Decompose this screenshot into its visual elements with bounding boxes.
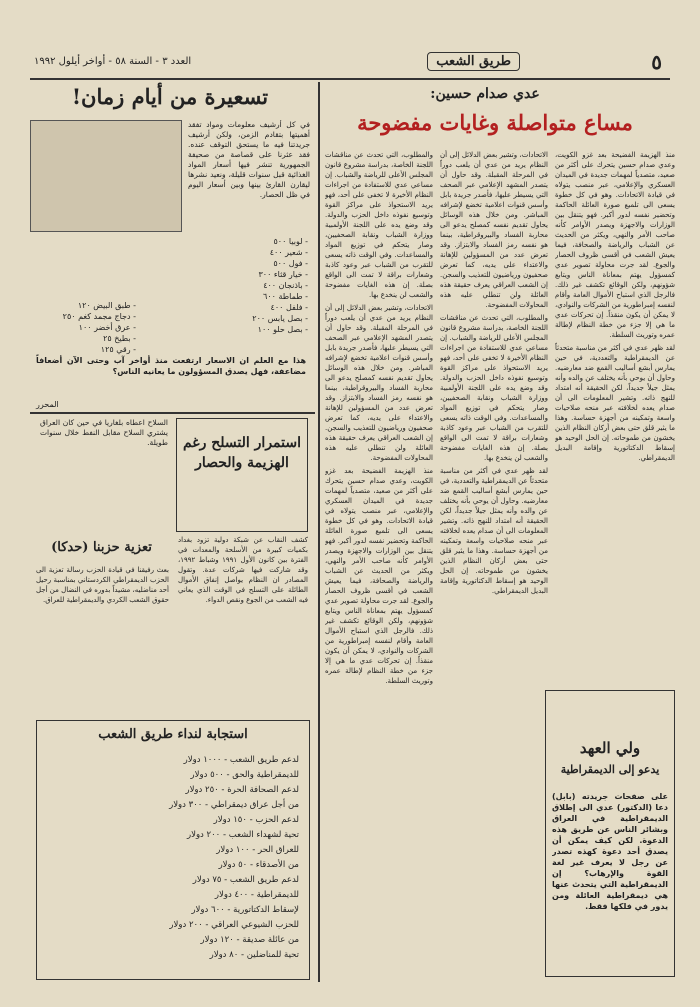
donation-item: للديمقراطية - ٤٠٠ دولار [214,890,299,900]
price-item: - خيار قثاء ٣٠٠ [258,270,308,279]
donation-item: للحزب الشيوعي العراقي - ٢٠٠ دولار [169,920,299,930]
price-item: - طبق البيض ١٢٠ [77,301,136,310]
armament-intro: السلاح اعطاه بلغاريا في حين كان العراق يشتري السلاح مقابل النفط خلال سنوات طويلة. [40,418,168,447]
price-item: - عرق أخضر ١٠٠ [78,323,136,332]
section-divider [30,412,315,414]
donation-item: للعراق الحر - ١٠٠ دولار [216,845,299,855]
price-item: - شعير ٤٠٠ [269,248,308,257]
prices-title: تسعيرة من أيام زمان! [71,84,269,109]
armament-body: كشف النقاب عن شبكة دولية تزود بغداد بكميات كبيرة من الأسلحة والمعدات في الفترة بين كانون الأول ١٩٩١ وشباط ١٩٩٢، وقد شاركت فيها شركات عدة. وتقول المصادر ان النظام يواصل إنفاق الأموال الطائلة على التسلح في الوقت الذي يعاني فيه الشعب من الجوع ونقص الدواء. [178,536,308,604]
donation-item: تحية للمناضلين - ٨٠ دولار [209,950,299,960]
masthead-logo: طريق الشعب [427,52,520,71]
sidebar-title: ولي العهد [579,739,641,757]
sidebar-body: على صفحات جريدته (بابل) دعا (الدكتور) عدي الى إطلاق الديمقراطية في العراق وبشائر الناس عن طريق هذه الدعوة. لكن كيف يمكن أن يصدق أحد دعوة كهذه تصدر عن رجل لا يعرف غير لغة القوة والإرهاب؟ إن الديمقراطية التي يتحدث عنها هي ديمقراطية العائلة ومن يدور في فلكها فقط. [552,792,668,911]
page-number: ٥ [651,50,662,74]
donation-item: لدعم طريق الشعب - ٧٥ دولار [192,875,299,885]
article-headline: مساع متواصلة وغايات مفضوحة [357,110,633,135]
prices-signature: المحرر [36,400,59,409]
article-column-1 [555,150,675,665]
price-item: - بصل يابس ٢٠٠ [252,314,308,323]
donations-title: استجابة لنداء طريق الشعب [98,727,248,742]
article-text: الاتحادات، وتشير بعض الدلائل إلى أن النظام يريد من عدي أن يلعب دوراً في المرحلة المقبلة. وقد حاول أن يتصدر المشهد الإعلامي عبر الصحف التي يسيطر عليها، فأصدر جريدة بابل وأسس قنوات اعلامية تخضع لإشرافه المباشر. ومن خلال هذه الوسائل يحاول تقديم نفسه كمصلح يدعو الى محاربة الفساد والبيروقراطية، بينما هو نفسه رمز الفساد والابتزاز. وقد تعرض عدد من المسؤولين للإهانة والاعتداء على يديه، كما تعرض صحفيون ورياضيون للتعذيب والسجن. إن الشعب العراقي يعرف حقيقة هذه العائلة ولن تنطلي عليه هذه المحاولات المفضوحة. [325,304,433,462]
donation-item: لدعم الحزب - ١٥٠ دولار [213,815,299,825]
article-text: منذ الهزيمة الفضيحة بعد غزو الكويت، وعدي صدام حسين يتحرك على أكثر من صعيد، متصدياً لمهمات جديدة في الميدان العسكري والإعلامي، عبر منصب يتولاه في قيادة الاتحادات. وهو في كل خطوة يسعى الى تلميع صورة العائلة الحاكمة وتحضير نفسه لدور أكبر. فهو يتنقل بين الوزارات والاجهزة ويصدر الأوامر كأنه صاحب الأمر والنهي، ويكثر من الحديث عن الشباب والرياضة والصحافة، فيما يعيش الشعب في أقسى ظروف الحصار والجوع. لقد جرت محاولة تصوير عدي كمسؤول يهتم بمعاناة الناس ويتابع شؤونهم، ولكن الوقائع تكشف غير ذلك. فالرجل الذي استباح الأموال العامة وأقام لنفسه إمبراطورية من الشركات والنوادي، لا يمكن أن يكون منقذاً. إن تحركات عدي ما هي إلا جزء من خطة النظام لإطالة عمره وتوريث السلطة. [555,151,675,339]
condolence-body: بعث رفيقنا في قيادة الحزب رسالة تعزية الى الحزب الديمقراطي الكردستاني بمناسبة رحيل أحد مناضليه، مشيداً بدوره في النضال من أجل حقوق الشعب الكردي والديمقراطية للعراق. [36,566,169,604]
donation-item: من أجل عراق ديمقراطي - ٣٠٠ دولار [169,800,299,810]
article-text: والمطلوب، التي تحدث عن مناقشات اللجنة الخاصة، بدراسة مشروع قانون المجلس الأعلى للرياضة والشباب. إن مساعي عدي للاستفادة من اجراءات النظام الأخيرة لا تخفى على أحد، فهو يريد الاستحواذ على مراكز القوة وتوسيع نفوذه داخل الحزب والدولة. وقد وضع يده على اللجنة الأولمبية ووزارة الشباب ونقابة الصحفيين، وصار يتحكم في توزيع المواد والمساعدات. وفي الوقت ذاته يسعى للتقرب من الشباب عبر وعود كاذبة وشعارات براقة لا تمت الى الواقع بصلة. إن هذه الغايات مفضوحة والشعب لن ينخدع بها. [325,151,433,299]
article-text: والمطلوب، التي تحدث عن مناقشات اللجنة الخاصة، بدراسة مشروع قانون المجلس الأعلى للرياضة والشباب. إن مساعي عدي للاستفادة من اجراءات النظام الأخيرة لا تخفى على أحد، فهو يريد الاستحواذ على مراكز القوة وتوسيع نفوذه داخل الحزب والدولة. وقد وضع يده على اللجنة الأولمبية ووزارة الشباب ونقابة الصحفيين، وصار يتحكم في توزيع المواد والمساعدات. وفي الوقت ذاته يسعى للتقرب من الشباب عبر وعود كاذبة وشعارات براقة لا تمت الى الواقع بصلة. إن هذه الغايات مفضوحة والشعب لن ينخدع بها. [440,314,548,462]
donation-item: من عائلة صديقة - ١٢٠ دولار [200,935,299,945]
article-text: لقد ظهر عدي في أكثر من مناسبة متحدثاً عن الديمقراطية والتعددية، في حين يمارس أبشع أساليب القمع ضد معارضيه. وحاول أن يوحي بأنه يختلف عن والده وأنه يمثل جيلاً جديداً، لكن الحقيقة أنه امتداد للنهج ذاته. وتشير المعلومات الى أن صدام يعده لخلافته عبر منحه صلاحيات واسعة وتمكينه من أجهزة حساسة. وهذا ما يثير قلق حتى بعض أركان النظام الذين يخشون من طموحاته. إن الحل الوحيد هو إسقاط الدكتاتورية وإقامة البديل الديمقراطي. [555,344,675,462]
donation-item: للديمقراطية والحق - ٥٠٠ دولار [190,770,299,780]
donations-list [47,753,299,963]
article-column-2 [440,150,548,970]
price-item: - فول ٥٠٠ [273,259,308,268]
donation-item: لدعم طريق الشعب - ١٠٠٠ دولار [183,755,299,765]
price-item: - طماطة ٦٠٠ [263,292,308,301]
prices-list-left [36,300,136,355]
prices-closing: هذا مع العلم ان الاسعار ارتفعت منذ أواخر آب وحتى الآن أضعافاً مضاعفة، فهل يصدق المسؤولون ما يعانيه الناس؟ [36,356,306,376]
donation-item: لإسقاط الدكتاتورية - ٦٠٠ دولار [191,905,299,915]
column-divider [318,82,320,982]
price-item: - بصل حلو ١٠٠ [257,325,308,334]
prices-intro: في كل أرشيف معلومات ومواد تفقد أهميتها بتقادم الزمن، ولكن أرشيف جريدتنا فيه ما يستحق التوقف عنده. فقد عثرنا على قصاصة من صحيفة الجمهورية تنشر فيها أسعار المواد الغذائية قبل سنوات قليلة، ونعيد نشرها ليقارن القارئ بينها وبين أسعار اليوم في ظل الحصار. [188,120,310,199]
donations-box [36,720,310,980]
issue-info: العدد ٣ - السنة ٥٨ - أواخر أيلول ١٩٩٢ [34,56,192,67]
price-item: - بطيخ ٢٥ [103,334,136,343]
condolence-title: تعزية حزبنا (حدكا) [51,540,152,555]
price-item: - باذنجان ٤٠٠ [263,281,308,290]
donation-item: من الأصدقاء - ٥٠ دولار [218,860,299,870]
article-text: منذ الهزيمة الفضيحة بعد غزو الكويت، وعدي صدام حسين يتحرك على أكثر من صعيد، متصدياً لمهمات جديدة في الميدان العسكري والإعلامي، عبر منصب يتولاه في قيادة الاتحادات. وهو في كل خطوة يسعى الى تلميع صورة العائلة الحاكمة وتحضير نفسه لدور أكبر. فهو يتنقل بين الوزارات والاجهزة ويصدر الأوامر كأنه صاحب الأمر والنهي، ويكثر من الحديث عن الشباب والرياضة والصحافة، فيما يعيش الشعب في أقسى ظروف الحصار والجوع. لقد جرت محاولة تصوير عدي كمسؤول يهتم بمعاناة الناس ويتابع شؤونهم، ولكن الوقائع تكشف غير ذلك. فالرجل الذي استباح الأموال العامة وأقام لنفسه إمبراطورية من الشركات والنوادي، لا يمكن أن يكون منقذاً. إن تحركات عدي ما هي إلا جزء من خطة النظام لإطالة عمره وتوريث السلطة. [325,467,433,685]
price-item: - فلفل ٤٠٠ [270,303,308,312]
price-item: - رقي ١٢٥ [100,345,136,354]
sidebar-box [545,690,675,977]
article-column-3 [325,150,433,970]
armament-box [176,418,308,532]
sidebar-subtitle: يدعو إلى الديمقراطية [560,763,660,776]
price-item: - لوبيا ٥٠٠ [273,237,308,246]
caricature-image [30,120,182,232]
article-text: الاتحادات، وتشير بعض الدلائل إلى أن النظام يريد من عدي أن يلعب دوراً في المرحلة المقبلة. وقد حاول أن يتصدر المشهد الإعلامي عبر الصحف التي يسيطر عليها، فأصدر جريدة بابل وأسس قنوات اعلامية تخضع لإشرافه المباشر. ومن خلال هذه الوسائل يحاول تقديم نفسه كمصلح يدعو الى محاربة الفساد والبيروقراطية، بينما هو نفسه رمز الفساد والابتزاز. وقد تعرض عدد من المسؤولين للإهانة والاعتداء على يديه، كما تعرض صحفيون ورياضيون للتعذيب والسجن. إن الشعب العراقي يعرف حقيقة هذه العائلة ولن تنطلي عليه هذه المحاولات المفضوحة. [440,151,548,309]
page-header [30,48,670,80]
prices-list-right [200,236,308,335]
donation-item: لدعم الصحافة الحرة - ٢٥٠ دولار [185,785,299,795]
article-kicker: عدي صدام حسين: [430,86,540,102]
donation-item: تحية لشهداء الشعب - ٢٠٠ دولار [187,830,299,840]
armament-title: استمرار التسلح رغم الهزيمة والحصار [182,435,301,471]
article-text: لقد ظهر عدي في أكثر من مناسبة متحدثاً عن الديمقراطية والتعددية، في حين يمارس أبشع أساليب القمع ضد معارضيه. وحاول أن يوحي بأنه يختلف عن والده وأنه يمثل جيلاً جديداً، لكن الحقيقة أنه امتداد للنهج ذاته. وتشير المعلومات الى أن صدام يعده لخلافته عبر منحه صلاحيات واسعة وتمكينه من أجهزة حساسة. وهذا ما يثير قلق حتى بعض أركان النظام الذين يخشون من طموحاته. إن الحل الوحيد هو إسقاط الدكتاتورية وإقامة البديل الديمقراطي. [440,467,548,595]
price-item: - دجاج مجمد كغم ٢٥٠ [62,312,136,321]
